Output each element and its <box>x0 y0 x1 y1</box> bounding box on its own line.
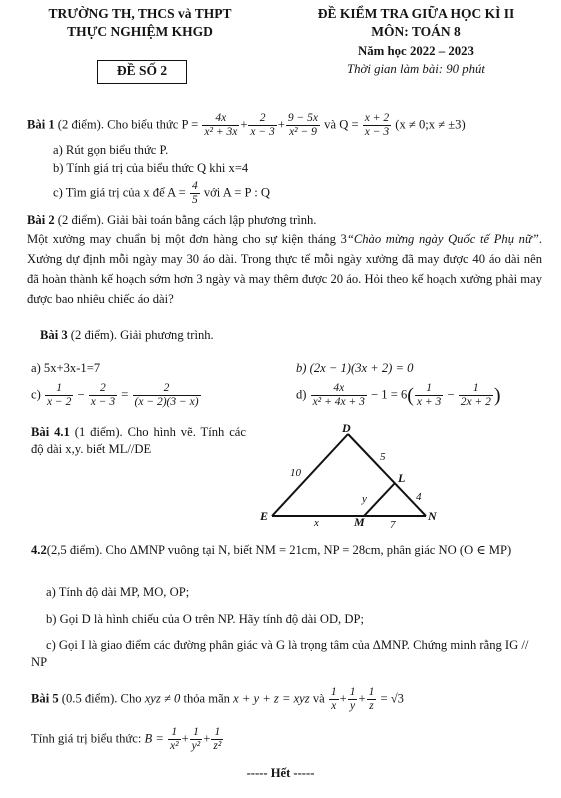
bai42-part-b: b) Gọi D là hình chiếu của O trên NP. Hãy tính độ dài OD, DP; <box>46 612 364 626</box>
edge-ML <box>364 483 395 516</box>
bai1-part-c: c) Tìm giá trị của x để A = $\frac{4}{5}$ với A = P : Q <box>53 180 270 206</box>
p-term-1: $\frac{4x}{\text{x² + 3x}}$ <box>204 112 238 138</box>
school-name-line1: TRƯỜNG TH, THCS và THPT <box>48 6 232 21</box>
bai1-part-a: a) Rút gọn biểu thức P. <box>53 143 169 157</box>
exam-code-box: ĐỀ SỐ 2 <box>97 60 187 84</box>
length-5-label: 5 <box>380 451 386 463</box>
q-fraction: $\frac{x + 2}{x - 3}$ <box>364 112 390 138</box>
triangle-figure <box>250 420 455 532</box>
bai2-heading <box>27 212 316 228</box>
exam-subject: MÔN: TOÁN 8 <box>371 24 461 39</box>
bai3-part-b: b) (2x − 1)(3x + 2) = 0 <box>296 361 414 375</box>
length-4-label: 4 <box>416 491 422 503</box>
bai5-question: Tính giá trị biểu thức: B = $\frac{1}{\text{x²}}$ + $\frac{1}{\text{y²}}$ + $\frac{1}{\text{z²}}$ <box>31 726 222 752</box>
length-y-label: y <box>362 493 367 505</box>
bai2-intro: (2 điểm). Giải bài toán bằng cách lập phương trình. <box>54 213 317 227</box>
length-x-label: x <box>314 517 319 529</box>
edge-DE <box>272 434 348 516</box>
q-intro: và Q = <box>321 117 362 132</box>
bai42-part-a: a) Tính độ dài MP, MO, OP; <box>46 585 190 599</box>
length-7-label: 7 <box>390 519 396 531</box>
exam-time: Thời gian làm bài: 90 phút <box>346 62 485 76</box>
bai5-statement: Bài 5 (0.5 điểm). Cho xyz ≠ 0 thỏa mãn x + y + z = xyz và $\frac{1}{x}$ + $\frac{1}{y}$ + $\frac{1}{z}$ = √3 <box>31 686 404 712</box>
bai1-intro: (2 điểm). Cho biểu thức P = <box>54 117 202 132</box>
bai3-part-d: d) $\frac{4x}{\text{x² + 4x + 3}}$ − 1 = 6( $\frac{1}{x + 3}$ − $\frac{1}{2x + 2}$ ) <box>296 382 501 408</box>
bai2-body: Một xưởng may chuẩn bị một đơn hàng cho sự kiện tháng 3“Chào mừng ngày Quốc tế Phụ nữ”. Xưởng dự định mỗi ngày may 30 áo dài. Trong thực tế mỗi ngày xưởng đã may được 40 áo dài nên đã hoàn thành kế hoạch sớm hơn 3 ngày và may thêm được 20 áo. Hỏi theo kế hoạch xưởng phải may được bao nhiêu chiếc áo dài? <box>27 232 542 306</box>
bai5-condition-1: xyz ≠ 0 <box>144 691 181 706</box>
end-marker: ----- Hết ----- <box>246 766 315 780</box>
bai42-label: 4.2 <box>31 543 47 557</box>
bai41-label: Bài 4.1 <box>31 425 70 439</box>
bai3-heading <box>40 327 214 343</box>
bai3-intro: (2 điểm). Giải phương trình. <box>67 328 214 342</box>
bai1-part-b: b) Tính giá trị của biểu thức Q khi x=4 <box>53 161 249 175</box>
p-term-3: $\frac{9 - 5x}{\text{x² − 9}}$ <box>287 112 319 138</box>
bai1-statement: Bài 1 (2 điểm). Cho biểu thức P = $\frac{4x}{\text{x² + 3x}}$ + $\frac{2}{x - 3}$ + $\frac{9 - 5x}{\text{x² − 9}}$ và Q = $\frac{x + 2}{x - 3}$ (x ≠ 0;x ≠ ±3) <box>27 112 466 138</box>
exam-year: Năm học 2022 – 2023 <box>358 44 474 58</box>
point-D-label: D <box>342 421 351 435</box>
edge-DN <box>348 434 426 516</box>
bai1-condition: (x ≠ 0;x ≠ ±3) <box>395 117 466 132</box>
bai3-part-a: a) 5x+3x-1=7 <box>31 361 101 375</box>
c-fraction: $\frac{4}{5}$ <box>191 180 198 206</box>
p-term-2: $\frac{2}{x - 3}$ <box>250 112 275 138</box>
point-N-label: N <box>428 509 437 523</box>
point-E-label: E <box>260 509 269 523</box>
point-L-label: L <box>398 471 406 485</box>
length-10-label: 10 <box>290 467 301 479</box>
bai5-label: Bài 5 <box>31 691 59 706</box>
bai1-label: Bài 1 <box>27 117 55 132</box>
school-name-line2: THỰC NGHIỆM KHGD <box>67 24 213 39</box>
point-M-label: M <box>354 515 365 529</box>
bai2-event-name: “Chào mừng ngày Quốc tế Phụ nữ” <box>346 232 539 246</box>
bai3-label: Bài 3 <box>40 328 68 342</box>
bai2-label: Bài 2 <box>27 213 55 227</box>
bai5-condition-2: x + y + z = xyz <box>233 691 310 706</box>
bai41-statement: Bài 4.1 (1 điểm). Cho hình vẽ. Tính các độ dài x,y. biết ML//DE <box>31 425 246 456</box>
exam-title: ĐỀ KIỂM TRA GIỮA HỌC KÌ II <box>317 6 515 21</box>
bai42-statement: 4.2(2,5 điểm). Cho ΔMNP vuông tại N, biết NM = 21cm, NP = 28cm, phân giác NO (O ∈ MP) <box>31 543 512 557</box>
bai42-part-c: c) Gọi I là giao điểm các đường phân giác và G là trọng tâm của ΔMNP. Chứng minh rằng IG // NP <box>31 638 529 669</box>
bai3-part-c: c) $\frac{1}{x - 2}$ − $\frac{2}{x - 3}$ = $\frac{2}{(x - 2)(3 - x)}$ <box>31 382 199 408</box>
